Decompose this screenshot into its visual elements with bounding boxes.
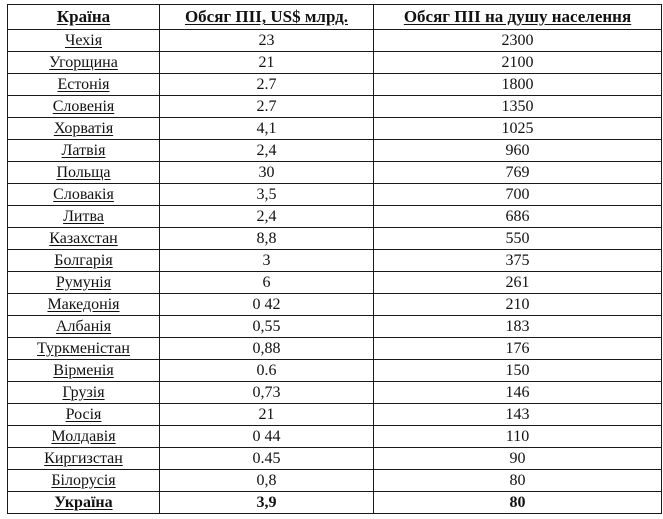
cell-fdi-per-capita: 2300 xyxy=(374,30,662,52)
cell-country: Латвія xyxy=(8,140,160,162)
cell-fdi-per-capita: 143 xyxy=(374,404,662,426)
cell-fdi-volume: 6 xyxy=(160,272,374,294)
cell-fdi-volume: 0 44 xyxy=(160,426,374,448)
cell-fdi-per-capita: 550 xyxy=(374,228,662,250)
cell-fdi-per-capita: 769 xyxy=(374,162,662,184)
fdi-table xyxy=(7,4,662,514)
cell-country: Угорщина xyxy=(8,52,160,74)
cell-fdi-volume: 8,8 xyxy=(160,228,374,250)
cell-fdi-volume: 3,9 xyxy=(160,492,374,514)
cell-country: Хорватія xyxy=(8,118,160,140)
cell-fdi-per-capita: 80 xyxy=(374,492,662,514)
cell-country: Албанія xyxy=(8,316,160,338)
cell-fdi-per-capita: 146 xyxy=(374,382,662,404)
cell-fdi-per-capita: 176 xyxy=(374,338,662,360)
cell-fdi-per-capita: 700 xyxy=(374,184,662,206)
cell-country: Литва xyxy=(8,206,160,228)
cell-fdi-volume: 3 xyxy=(160,250,374,272)
table-row xyxy=(8,470,662,492)
table-row xyxy=(8,206,662,228)
table-row xyxy=(8,316,662,338)
cell-fdi-per-capita: 375 xyxy=(374,250,662,272)
cell-country: Білорусія xyxy=(8,470,160,492)
cell-country: Чехія xyxy=(8,30,160,52)
header-country: Країна xyxy=(8,5,160,30)
cell-fdi-volume: 0.6 xyxy=(160,360,374,382)
cell-fdi-per-capita: 90 xyxy=(374,448,662,470)
table-row xyxy=(8,250,662,272)
cell-fdi-per-capita: 150 xyxy=(374,360,662,382)
table-sheet xyxy=(7,4,661,517)
cell-country: Казахстан xyxy=(8,228,160,250)
cell-fdi-per-capita: 80 xyxy=(374,470,662,492)
cell-country: Румунія xyxy=(8,272,160,294)
cell-country: Естонія xyxy=(8,74,160,96)
cell-fdi-volume: 0,55 xyxy=(160,316,374,338)
cell-country: Словакія xyxy=(8,184,160,206)
table-row xyxy=(8,118,662,140)
cell-fdi-per-capita: 110 xyxy=(374,426,662,448)
cell-fdi-per-capita: 1350 xyxy=(374,96,662,118)
table-row xyxy=(8,52,662,74)
cell-fdi-volume: 2.7 xyxy=(160,96,374,118)
cell-fdi-volume: 0,8 xyxy=(160,470,374,492)
cell-country: Вірменія xyxy=(8,360,160,382)
table-row xyxy=(8,382,662,404)
table-body xyxy=(8,30,662,514)
table-header xyxy=(8,5,662,30)
cell-fdi-volume: 2,4 xyxy=(160,140,374,162)
table-row xyxy=(8,228,662,250)
table-row xyxy=(8,448,662,470)
cell-fdi-volume: 0.45 xyxy=(160,448,374,470)
cell-fdi-volume: 0,73 xyxy=(160,382,374,404)
cell-fdi-volume: 0 42 xyxy=(160,294,374,316)
cell-fdi-volume: 0,88 xyxy=(160,338,374,360)
table-row xyxy=(8,184,662,206)
table-row xyxy=(8,272,662,294)
table-row xyxy=(8,360,662,382)
cell-fdi-volume: 21 xyxy=(160,52,374,74)
cell-fdi-volume: 21 xyxy=(160,404,374,426)
table-row xyxy=(8,30,662,52)
cell-fdi-per-capita: 960 xyxy=(374,140,662,162)
table-row xyxy=(8,294,662,316)
cell-country: Польща xyxy=(8,162,160,184)
cell-fdi-volume: 2,4 xyxy=(160,206,374,228)
cell-country: Україна xyxy=(8,492,160,514)
header-fdi-per-capita: Обсяг ПІІ на душу населення xyxy=(374,5,662,30)
table-row xyxy=(8,162,662,184)
header-fdi-volume: Обсяг ПІІ, US$ млрд. xyxy=(160,5,374,30)
cell-fdi-volume: 4,1 xyxy=(160,118,374,140)
cell-fdi-volume: 30 xyxy=(160,162,374,184)
cell-country: Киргизстан xyxy=(8,448,160,470)
cell-country: Росія xyxy=(8,404,160,426)
cell-fdi-volume: 23 xyxy=(160,30,374,52)
cell-country: Молдавія xyxy=(8,426,160,448)
table-row xyxy=(8,140,662,162)
table-row xyxy=(8,492,662,514)
header-row xyxy=(8,5,662,30)
table-row xyxy=(8,74,662,96)
cell-fdi-per-capita: 210 xyxy=(374,294,662,316)
cell-country: Грузія xyxy=(8,382,160,404)
cell-fdi-per-capita: 2100 xyxy=(374,52,662,74)
table-row xyxy=(8,96,662,118)
cell-fdi-per-capita: 183 xyxy=(374,316,662,338)
table-row xyxy=(8,338,662,360)
cell-country: Болгарія xyxy=(8,250,160,272)
cell-fdi-per-capita: 1800 xyxy=(374,74,662,96)
cell-country: Македонія xyxy=(8,294,160,316)
table-row xyxy=(8,426,662,448)
table-row xyxy=(8,404,662,426)
cell-fdi-volume: 3,5 xyxy=(160,184,374,206)
cell-fdi-volume: 2.7 xyxy=(160,74,374,96)
cell-fdi-per-capita: 1025 xyxy=(374,118,662,140)
cell-country: Словенія xyxy=(8,96,160,118)
cell-fdi-per-capita: 686 xyxy=(374,206,662,228)
cell-fdi-per-capita: 261 xyxy=(374,272,662,294)
cell-country: Туркменістан xyxy=(8,338,160,360)
